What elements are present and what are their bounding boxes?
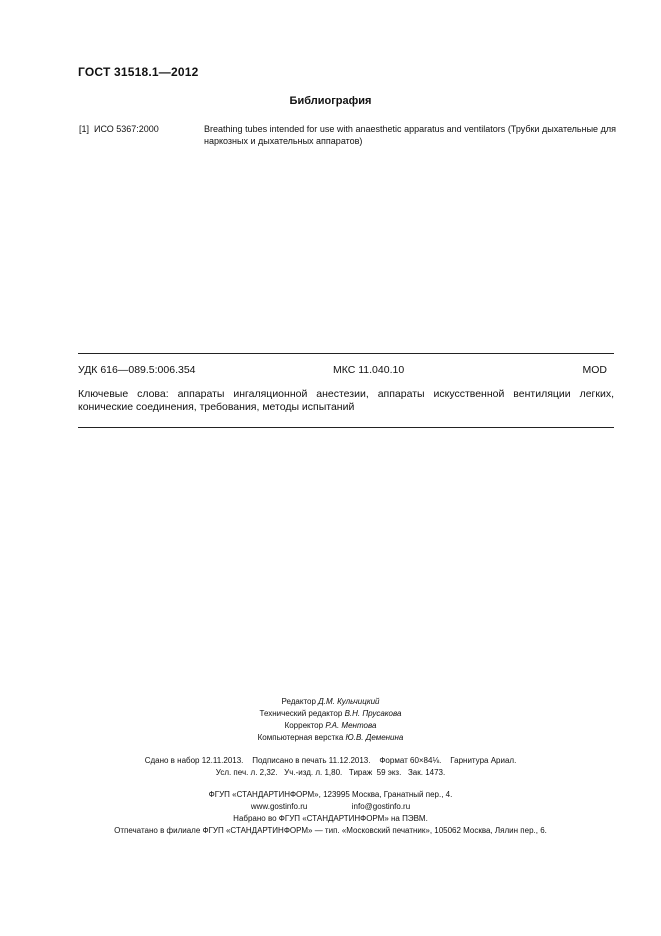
- bibliography-ref-text: Breathing tubes intended for use with anaesthetic apparatus and ventilators (Трубки дыхательные для наркозных и дыхательных аппаратов): [204, 124, 616, 146]
- publisher-info: [0, 789, 661, 837]
- credit-corrector: Корректор Р.А. Ментова: [284, 721, 377, 730]
- mod-label: MOD: [582, 364, 607, 376]
- keywords: Ключевые слова: аппараты ингаляционной анестезии, аппараты искусственной вентиляции легких, конические соединения, требования, методы испытаний: [78, 388, 614, 413]
- bibliography-title: Библиография: [289, 95, 372, 107]
- print-info-line-1: Сдано в набор 12.11.2013. Подписано в печать 11.12.2013. Формат 60×84⅛. Гарнитура Ариал.: [144, 756, 517, 765]
- publisher-address: ФГУП «СТАНДАРТИНФОРМ», 123995 Москва, Гранатный пер., 4.: [208, 790, 453, 799]
- standard-header: ГОСТ 31518.1—2012: [78, 65, 199, 79]
- mks-code: МКС 11.040.10: [333, 364, 405, 376]
- print-info: [0, 755, 661, 779]
- publisher-printed: Отпечатано в филиале ФГУП «СТАНДАРТИНФОРМ» — тип. «Московский печатник», 105062 Москва, Лялин пер., 6.: [114, 826, 547, 835]
- udk-code: УДК 616—089.5:006.354: [78, 364, 196, 376]
- print-info-line-2: Усл. печ. л. 2,32. Уч.-изд. л. 1,80. Тираж 59 экз. Зак. 1473.: [215, 768, 446, 777]
- credits-block: [0, 696, 661, 744]
- bibliography-ref-number: [1]: [79, 124, 90, 134]
- credit-tech-editor: Технический редактор В.Н. Прусакова: [259, 709, 402, 718]
- publisher-typeset: Набрано во ФГУП «СТАНДАРТИНФОРМ» на ПЭВМ.: [233, 814, 428, 823]
- publisher-website: www.gostinfo.ru: [250, 802, 308, 811]
- publisher-email: info@gostinfo.ru: [351, 802, 411, 811]
- credit-layout: Компьютерная верстка Ю.В. Деменина: [257, 733, 404, 742]
- credit-editor: Редактор Д.М. Кульчицкий: [281, 697, 380, 706]
- bibliography-ref-code: ИСО 5367:2000: [94, 124, 159, 134]
- divider-top: [78, 353, 614, 354]
- publisher-contacts: [0, 801, 661, 813]
- divider-bottom: [78, 427, 614, 428]
